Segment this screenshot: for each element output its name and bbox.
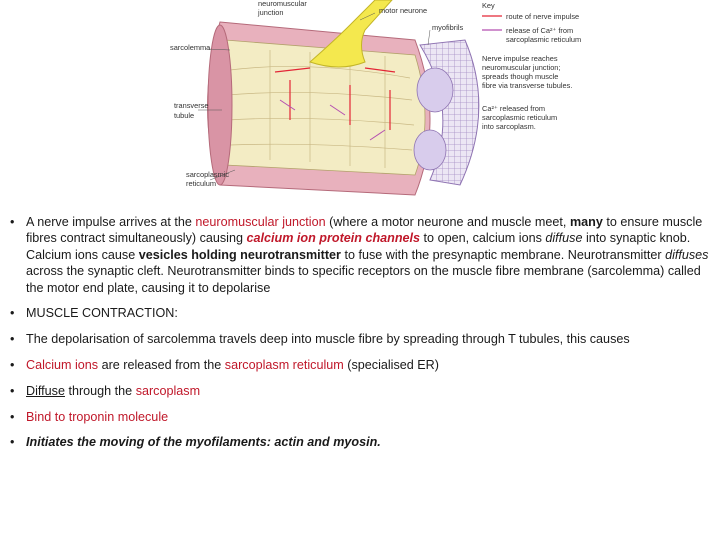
key-note-2-line-2: sarcoplasmic reticulum (482, 113, 558, 122)
bullet-diffuse: • Diffuse through the sarcoplasm (10, 383, 201, 398)
key-note-2-line-1: Ca²⁺ released from (482, 104, 546, 113)
key-note-1-line-1: Nerve impulse reaches (482, 54, 558, 63)
term-neuromuscular-junction: neuromuscular junction (195, 215, 326, 229)
key-note-1-line-2: neuromuscular junction; (482, 63, 561, 72)
label-myofibrils: myofibrils (432, 23, 464, 32)
label-nmj: neuromuscular (258, 0, 307, 8)
label-transverse: transverse (174, 101, 209, 110)
bullet-dot-icon: • (10, 332, 15, 347)
key-release-1: release of Ca²⁺ from (506, 26, 574, 35)
key-note-2-line-3: into sarcoplasm. (482, 122, 536, 131)
key-note-1-line-4: fibre via transverse tubules. (482, 81, 573, 90)
bullet-dot-icon: • (10, 306, 15, 321)
label-sarcolemma: sarcolemma (170, 43, 211, 52)
bullet-dot-icon: • (10, 409, 15, 424)
label-sr-1: sarcoplasmic (186, 170, 230, 179)
bullet-dot-icon: • (10, 435, 15, 450)
label-nmj-2: junction (258, 8, 284, 17)
key-note-1-line-3: spreads though muscle (482, 72, 559, 81)
key-release-2: sarcoplasmic reticulum (506, 35, 582, 44)
muscle-fibre-diagram (160, 0, 590, 200)
term-vesicles: vesicles holding neurotransmitter (138, 247, 341, 262)
label-sr-2: reticulum (186, 179, 216, 188)
bullet-dot-icon: • (10, 358, 15, 373)
label-tubule: tubule (174, 111, 195, 120)
label-motor-neurone: motor neurone (379, 6, 428, 15)
bullet-list (6, 214, 712, 460)
bullet-dot-icon: • (10, 215, 15, 229)
key-title: Key (482, 1, 495, 10)
bullet-nerve-impulse: • A nerve impulse arrives at the neuromuscular junction (where a motor neurone and muscle meet, many to ensure muscle fibres contract simultaneously) causing calcium ion protein channels to open, calcium ions diffuse into synaptic knob. Calcium ions cause vesicles holding neurotransmitter to fuse with the presynaptic membrane. Neurotransmitter diffuses across the synaptic cleft. Neurotransmitter binds to specific receptors on the muscle fibre membrane (sarcolemma) called the motor end plate, causing it to depolarise (10, 215, 709, 295)
bullet-troponin: • Bind to troponin molecule (10, 409, 169, 424)
myofibril-end-2 (414, 130, 446, 170)
term-calcium-channels: calcium ion protein channels (246, 231, 421, 246)
myofibril-end-1 (417, 68, 453, 112)
bullet-calcium-release: • Calcium ions are released from the sarcoplasm reticulum (specialised ER) (10, 358, 439, 373)
bullet-dot-icon: • (10, 383, 15, 398)
bullet-muscle-contraction: • MUSCLE CONTRACTION: (10, 306, 178, 321)
key-route: route of nerve impulse (506, 12, 580, 21)
bullet-depolarisation: • The depolarisation of sarcolemma travels deep into muscle fibre by spreading through T tubules, this causes (10, 332, 630, 347)
bullet-myofilaments: • Initiates the moving of the myofilaments: actin and myosin. (10, 435, 381, 450)
